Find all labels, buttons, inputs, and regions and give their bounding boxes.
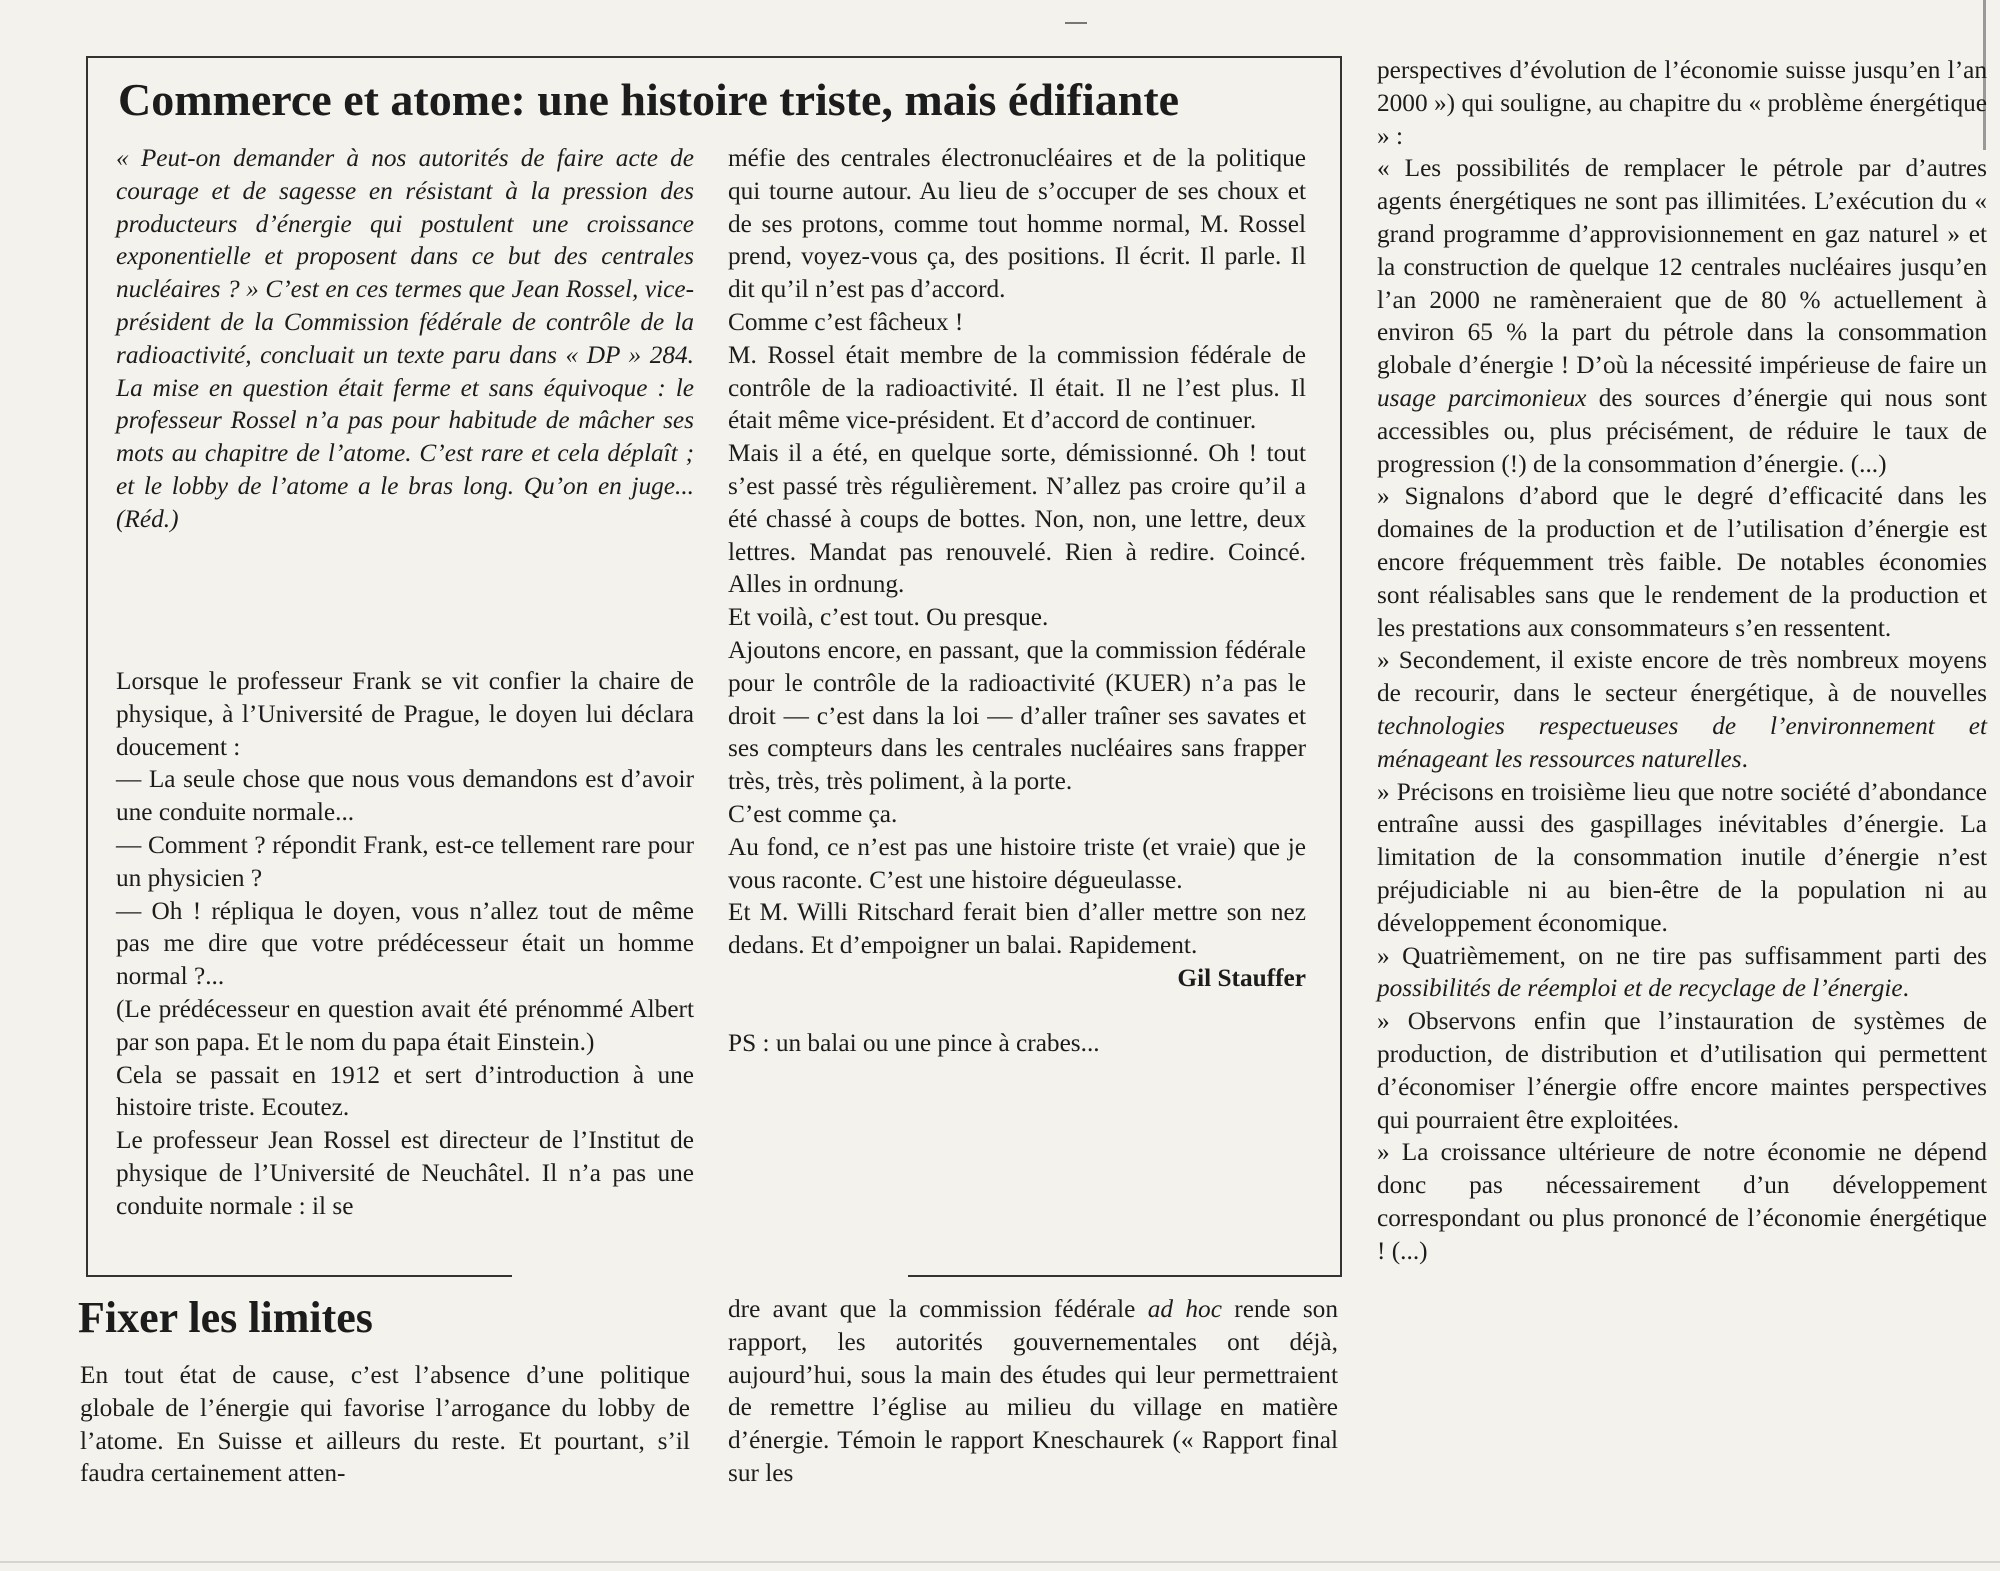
story-paragraph: Mais il a été, en quelque sorte, démissionné. Oh ! tout s’est passé très régulièrement. N’allez pas croire qu’il a été chassé à coups de bottes. Non, non, une lettre, deux lettres. Mandat pas renouvelé. Rien à redire. Coincé. Alles in ordnung. [728, 439, 1306, 599]
quote-paragraph: « Les possibilités de remplacer le pétrole par d’autres agents énergétiques ne sont pas illimitées. L’exécution du « grand programme d’approvisionnement en gaz naturel » et la construction de quelque 12 centrales nucléaires jusqu’en l’an 2000 ne ramèneraient que de 80 % actuellement à environ 65 % la part du pétrole dans la consommation globale d’énergie ! D’où la nécessité impérieuse de faire un usage parcimonieux des sources d’énergie qui nous sont accessibles ou, plus précisément, de réduire le taux de progression (!) de la consommation d’énergie. (...) [1377, 154, 1987, 478]
story-paragraph: Comme c’est fâcheux ! [728, 307, 964, 336]
quote-paragraph: » Signalons d’abord que le degré d’efficacité dans les domaines de la production et de l’utilisation d’énergie est encore fréquemment très faible. De notables économies sont réalisables sans que le rendement de la production et les prestations aux consommateurs s’en ressentent. [1377, 482, 1987, 642]
italic-term: usage parcimonieux [1377, 383, 1587, 412]
story-paragraph: Cela se passait en 1912 et sert d’introduction à une histoire triste. Ecoutez. [116, 1060, 694, 1122]
quote-paragraph: » La croissance ultérieure de notre économie ne dépend donc pas nécessairement d’un développement correspondant ou plus prononcé de l’économie énergétique ! (...) [1377, 1138, 1987, 1265]
story-paragraph: Et voilà, c’est tout. Ou presque. [728, 603, 1049, 632]
quote-paragraph: » Secondement, il existe encore de très nombreux moyens de recourir, dans le secteur énergétique, à de nouvelles technologies respectueuses de l’environnement et ménageant les ressources naturelles. [1377, 646, 1987, 773]
story-paragraph: Lorsque le professeur Frank se vit confier la chaire de physique, à l’Université de Prague, le doyen lui déclara doucement : [116, 667, 694, 761]
intro-paragraph: « Peut-on demander à nos autorités de faire acte de courage et de sagesse en résistant à la pression des producteurs d’énergie qui postulent une croissance exponentielle et proposent dans ce but des centrales nucléaires ? » C’est en ces termes que Jean Rossel, vice-président de la Commission fédérale de contrôle de la radioactivité, concluait un texte paru dans « DP » 284. La mise en question était ferme et sans équivoque : le professeur Rossel n’a pas pour habitude de mâcher ses mots au chapitre de l’atome. C’est rare et cela déplaît ; et le lobby de l’atome a le bras long. Qu’on en juge... (Réd.) [116, 144, 694, 533]
box-frame-gap [512, 1270, 908, 1284]
section-column-2 [728, 1293, 1338, 1490]
story-paragraph: M. Rossel était membre de la commission fédérale de contrôle de la radioactivité. Il était. Il ne l’est plus. Il était même vice-président. Et d’accord de continuer. [728, 340, 1306, 435]
page-mark [1065, 22, 1087, 24]
story-paragraph: Le professeur Jean Rossel est directeur de l’Institut de physique de l’Université de Neuchâtel. Il n’a pas une conduite normale : il se [116, 1126, 694, 1220]
author-signature: Gil Stauffer [1177, 963, 1306, 992]
article-headline: Commerce et atome: une histoire triste, mais édifiante [118, 74, 1180, 125]
story-paragraph: C’est comme ça. [728, 799, 898, 828]
story-column-1 [116, 665, 694, 1223]
quote-paragraph: » Précisons en troisième lieu que notre société d’abondance entraîne aussi des gaspillages inévitables d’énergie. La limitation de la consommation inutile d’énergie n’est préjudiciable ni au bien-être de la population ni au développement économique. [1377, 777, 1987, 937]
story-paragraph: — La seule chose que nous vous demandons est d’avoir une conduite normale... [116, 765, 694, 827]
bottom-edge-rule [0, 1561, 2000, 1563]
editorial-intro [116, 142, 694, 536]
italic-term: possibilités de réemploi et de recyclage de l’énergie [1377, 974, 1903, 1003]
section-column-1 [80, 1359, 690, 1490]
section-paragraph: dre avant que la commission fédérale ad hoc rende son rapport, les autorités gouvernementales ont déjà, aujourd’hui, sous la main des études qui leur permettraient de remettre l’église au milieu du village en matière d’énergie. Témoin le rapport Kneschaurek (« Rapport final sur les [728, 1295, 1338, 1487]
quote-paragraph: » Observons enfin que l’instauration de systèmes de production, de distribution et d’utilisation qui permettent d’économiser l’énergie offre encore maintes perspectives qui pourraient être exploitées. [1377, 1007, 1987, 1134]
section-paragraph: En tout état de cause, c’est l’absence d’une politique globale de l’énergie qui favorise l’arrogance du lobby de l’atome. En Suisse et ailleurs du reste. Et pourtant, s’il faudra certainement atten- [80, 1361, 690, 1488]
quote-paragraph: » Quatrièmement, on ne tire pas suffisamment parti des possibilités de réemploi et de recyclage de l’énergie. [1377, 941, 1987, 1003]
story-paragraph: — Comment ? répondit Frank, est-ce tellement rare pour un physicien ? [116, 830, 694, 892]
section-heading: Fixer les limites [78, 1293, 373, 1342]
story-paragraph: Au fond, ce n’est pas une histoire triste (et vraie) que je vous raconte. C’est une histoire dégueulasse. [728, 832, 1306, 894]
story-paragraph: (Le prédécesseur en question avait été prénommé Albert par son papa. Et le nom du papa était Einstein.) [116, 994, 694, 1056]
story-paragraph: Et M. Willi Ritschard ferait bien d’aller mettre son nez dedans. Et d’empoigner un balai. Rapidement. [728, 898, 1306, 960]
italic-term: technologies respectueuses de l’environnement et ménageant les ressources naturelles [1377, 711, 1987, 773]
italic-term: ad hoc [1147, 1295, 1222, 1323]
story-paragraph: méfie des centrales électronucléaires et de la politique qui tourne autour. Au lieu de s’occuper de ses choux et de ses protons, comme tout homme normal, M. Rossel prend, voyez-vous ça, des positions. Il écrit. Il parle. Il dit qu’il n’est pas d’accord. [728, 144, 1306, 304]
postscript: PS : un balai ou une pince à crabes... [728, 1028, 1100, 1057]
quote-paragraph: perspectives d’évolution de l’économie suisse jusqu’en l’an 2000 ») qui souligne, au chapitre du « problème énergétique » : [1377, 56, 1987, 150]
story-paragraph: — Oh ! répliqua le doyen, vous n’allez tout de même pas me dire que votre prédécesseur était un homme normal ?... [116, 896, 694, 991]
story-column-2 [728, 142, 1306, 1060]
right-column [1377, 54, 1987, 1267]
story-paragraph: Ajoutons encore, en passant, que la commission fédérale pour le contrôle de la radioactivité (KUER) n’a pas le droit — c’est dans la loi — d’aller traîner ses savates et ses compteurs dans les centrales nucléaires sans frapper très, très, très poliment, à la porte. [728, 635, 1306, 796]
